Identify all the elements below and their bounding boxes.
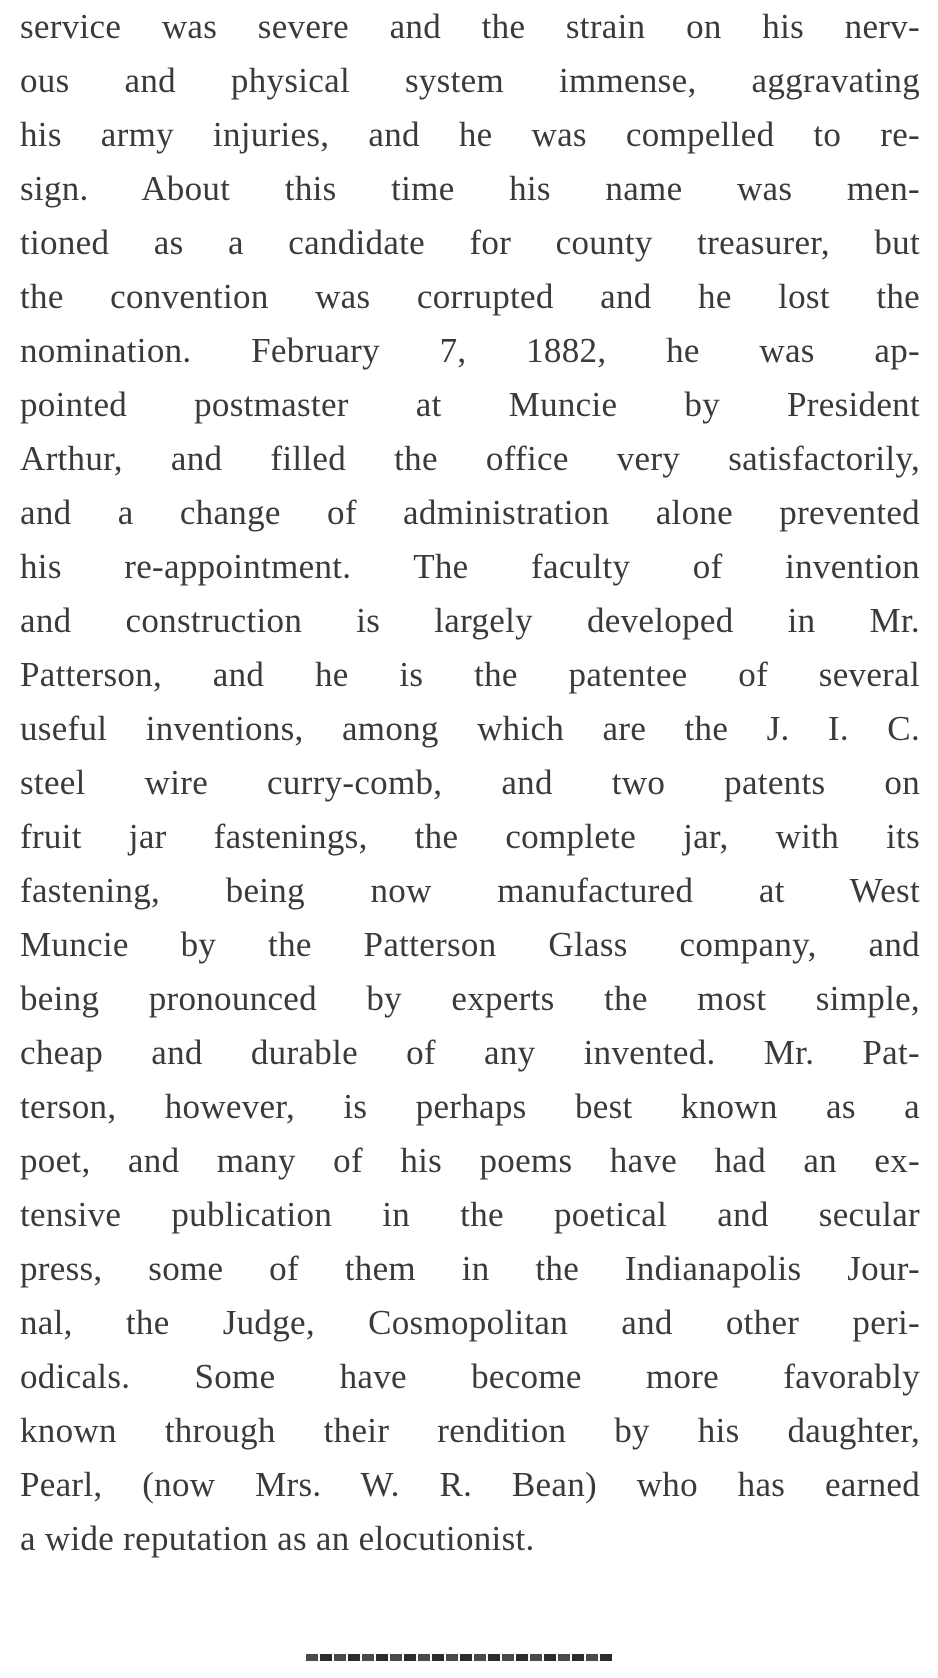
decorative-rule-ornament (306, 1654, 612, 1661)
text-line: and a change of administration alone prevented (20, 493, 920, 532)
text-line: nal, the Judge, Cosmopolitan and other peri- (20, 1303, 920, 1342)
ornament-block (572, 1654, 584, 1661)
ornament-block (474, 1654, 486, 1661)
ornament-block (334, 1654, 346, 1661)
ornament-block (502, 1654, 514, 1661)
text-line-last: a wide reputation as an elocutionist. (20, 1519, 535, 1558)
ornament-block (488, 1654, 500, 1661)
text-line: Arthur, and filled the office very satisfactorily, (20, 439, 920, 478)
text-line: Patterson, and he is the patentee of several (20, 655, 920, 694)
text-line: cheap and durable of any invented. Mr. Pat- (20, 1033, 920, 1072)
ornament-block (446, 1654, 458, 1661)
body-text (20, 0, 920, 1566)
ornament-block (390, 1654, 402, 1661)
ornament-block (404, 1654, 416, 1661)
ornament-block (530, 1654, 542, 1661)
ornament-block (320, 1654, 332, 1661)
text-line: the convention was corrupted and he lost the (20, 277, 920, 316)
text-line: fruit jar fastenings, the complete jar, with its (20, 817, 920, 856)
ornament-block (558, 1654, 570, 1661)
text-line: steel wire curry-comb, and two patents on (20, 763, 920, 802)
text-line: Muncie by the Patterson Glass company, and (20, 925, 920, 964)
text-line: known through their rendition by his daughter, (20, 1411, 920, 1450)
text-line: odicals. Some have become more favorably (20, 1357, 920, 1396)
text-line: ous and physical system immense, aggravating (20, 61, 920, 100)
ornament-block (306, 1654, 318, 1661)
text-line: his army injuries, and he was compelled to re- (20, 115, 920, 154)
text-line: tioned as a candidate for county treasurer, but (20, 223, 920, 262)
ornament-block (586, 1654, 598, 1661)
text-line: and construction is largely developed in Mr. (20, 601, 920, 640)
text-line: tensive publication in the poetical and secular (20, 1195, 920, 1234)
text-line: fastening, being now manufactured at West (20, 871, 920, 910)
text-line: pointed postmaster at Muncie by President (20, 385, 920, 424)
text-line: service was severe and the strain on his nerv- (20, 7, 920, 46)
text-line: useful inventions, among which are the J. I. C. (20, 709, 920, 748)
ornament-block (516, 1654, 528, 1661)
text-line: terson, however, is perhaps best known as a (20, 1087, 920, 1126)
ornament-block (460, 1654, 472, 1661)
ornament-block (376, 1654, 388, 1661)
text-line: poet, and many of his poems have had an ex- (20, 1141, 920, 1180)
ornament-block (362, 1654, 374, 1661)
ornament-block (600, 1654, 612, 1661)
text-line: Pearl, (now Mrs. W. R. Bean) who has earned (20, 1465, 920, 1504)
ornament-block (432, 1654, 444, 1661)
text-line: press, some of them in the Indianapolis Jour- (20, 1249, 920, 1288)
ornament-block (348, 1654, 360, 1661)
text-line: his re-appointment. The faculty of invention (20, 547, 920, 586)
ornament-block (544, 1654, 556, 1661)
ornament-block (418, 1654, 430, 1661)
text-line: being pronounced by experts the most simple, (20, 979, 920, 1018)
text-line: sign. About this time his name was men- (20, 169, 920, 208)
text-line: nomination. February 7, 1882, he was ap- (20, 331, 920, 370)
